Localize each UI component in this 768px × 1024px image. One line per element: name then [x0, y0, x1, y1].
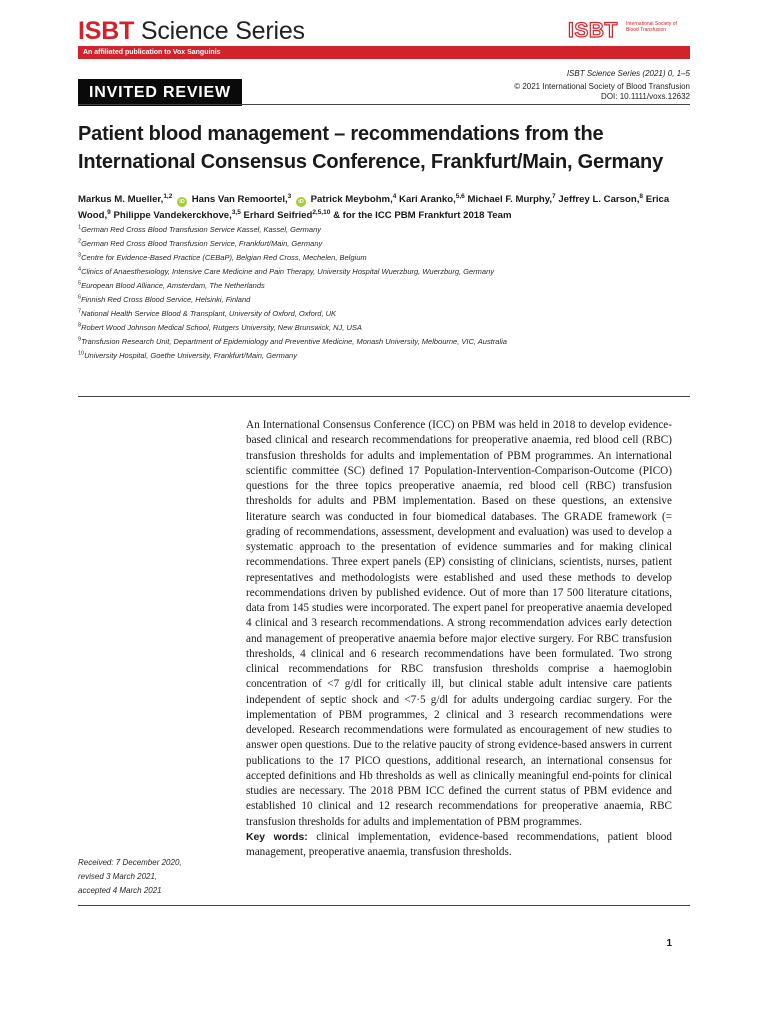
- author-name: Markus M. Mueller,: [78, 194, 164, 205]
- author-name: Philippe Vandekerckhove,: [113, 210, 232, 221]
- affiliation-number: 5: [78, 280, 82, 287]
- author-name: Hans Van Remoortel,: [191, 194, 288, 205]
- author-name: Michael F. Murphy,: [467, 194, 553, 205]
- affiliated-publication-note: An affiliated publication to Vox Sanguinis: [83, 49, 221, 56]
- author-affiliation-ref: 3,5: [231, 208, 241, 216]
- author-affiliation-ref: 4: [392, 192, 397, 200]
- isbt-logo-subtext: International Society of Blood Transfusion: [626, 21, 677, 33]
- article-title: Patient blood management – recommendations from the International Consensus Conference, Frankfurt/Main, Germany: [78, 123, 663, 173]
- revised-date: revised 3 March 2021,: [78, 872, 158, 881]
- author-affiliation-ref: 2,5,10: [312, 208, 331, 216]
- affiliation-list: [78, 223, 690, 363]
- affiliation-item: [78, 265, 690, 279]
- orcid-icon[interactable]: iD: [177, 197, 187, 207]
- affiliation-text: Transfusion Research Unit, Department of Epidemiology and Preventive Medicine, Monash University, Melbourne, VIC, Australia: [81, 337, 507, 346]
- affiliation-item: [78, 321, 690, 335]
- journal-reference: ISBT Science Series (2021) 0, 1–5: [566, 69, 690, 78]
- author-affiliation-ref: 3: [287, 192, 292, 200]
- affiliation-banner: [78, 46, 690, 59]
- affiliation-item: [78, 335, 690, 349]
- received-date: Received: 7 December 2020,: [78, 858, 182, 867]
- affiliation-text: German Red Cross Blood Transfusion Service, Frankfurt/Main, Germany: [81, 239, 323, 248]
- affiliation-number: 1: [78, 224, 82, 231]
- section-divider: [78, 396, 690, 397]
- isbt-logo: [568, 19, 692, 43]
- affiliation-item: [78, 349, 690, 363]
- copyright-notice: © 2021 International Society of Blood Transfusion: [514, 82, 690, 91]
- affiliation-text: Clinics of Anaesthesiology, Intensive Care Medicine and Pain Therapy, University Hospital Wuerzburg, Wuerzburg, Germany: [81, 267, 495, 276]
- author-affiliation-ref: 1,2: [163, 192, 173, 200]
- affiliation-number: 10: [78, 350, 85, 357]
- affiliation-text: German Red Cross Blood Transfusion Service Kassel, Kassel, Germany: [81, 225, 322, 234]
- author-name: Erhard Seifried: [243, 210, 313, 221]
- affiliation-item: [78, 307, 690, 321]
- series-title-science-series: Science Series: [134, 17, 305, 45]
- affiliation-number: 4: [78, 266, 82, 273]
- keywords-list: clinical implementation, evidence-based recommendations, patient blood management, preoperative anaemia, transfusion thresholds.: [246, 830, 672, 858]
- author-affiliation-ref: 8: [639, 192, 644, 200]
- keywords: [246, 830, 672, 861]
- affiliation-item: [78, 237, 690, 251]
- affiliation-number: 9: [78, 336, 82, 343]
- abstract: [246, 418, 672, 860]
- affiliation-item: [78, 251, 690, 265]
- section-label: INVITED REVIEW: [78, 79, 242, 106]
- affiliation-text: Centre for Evidence-Based Practice (CEBaP), Belgian Red Cross, Mechelen, Belgium: [81, 253, 367, 262]
- orcid-icon[interactable]: iD: [296, 197, 306, 207]
- author-list: [78, 192, 692, 224]
- affiliation-item: [78, 279, 690, 293]
- affiliation-number: 2: [78, 238, 82, 245]
- abstract-text: An International Consensus Conference (ICC) on PBM was held in 2018 to develop evidence-based clinical and research recommendations for preoperative anaemia, red blood cell (RBC) transfusion thresholds for adults and implementation of PBM programmes. An international scientific committee (SC) defined 17 Population-Intervention-Comparison-Outcome (PICO) questions for the three topics preoperative anaemia, red blood cell (RBC) transfusion thresholds for adults and PBM implementation. Based on these questions, an extensive literature search was conducted in four biomedical databases. The GRADE framework (= grading of recommendations, assessment, development and evaluation) was used to develop a systematic approach to the presentation of evidence summaries and for making clinical recommendations. Three expert panels (EP) consisting of clinicians, scientists, nurses, patient representatives and methodologists were established and used these methods to develop recommendations driven by published evidence. Out of more than 17 500 literature citations, data from 145 studies were incorporated. The expert panel for preoperative anaemia developed 4 clinical and 3 research recommendations. A strong recommendation advices early detection and management of preoperative anaemia before major elective surgery. For RBC transfusion thresholds, 4 clinical and 6 research recommendations have been formulated. Two strong clinical recommendations for RBC transfusion thresholds comprise a haemoglobin concentration of <7 g/dl for critically ill, but clinical stable adult intensive care patients independent of septic shock and <7·5 g/dl for adults undergoing cardiac surgery. For the implementation of PBM programmes, 2 clinical and 3 research recommendations were developed. Research recommendations were formulated as encouragement of new studies to answer open questions. Due to the relative paucity of strong evidence-based answers in current publications to the 17 PICO questions, additional research, an international consensus for accepted definitions and Hb thresholds as well as clinically meaningful end-points for clinical studies are necessary. The 2018 PBM ICC defined the current status of PBM evidence and established 10 clinical and 12 research recommendations for preoperative anaemia, RBC transfusion thresholds for adults and implementation of PBM programmes.: [246, 419, 672, 828]
- isbt-logo-mark: ISBT: [568, 19, 618, 42]
- article-history: [78, 856, 228, 898]
- accepted-date: accepted 4 March 2021: [78, 886, 162, 895]
- author-affiliation-ref: 7: [552, 192, 556, 200]
- series-title: [78, 17, 305, 46]
- affiliation-text: European Blood Alliance, Amsterdam, The Netherlands: [81, 281, 265, 290]
- affiliation-item: [78, 223, 690, 237]
- author-affiliation-ref: 5,6: [455, 192, 465, 200]
- author-affiliation-ref: 9: [107, 208, 111, 216]
- keywords-label: Key words:: [246, 831, 308, 843]
- page-number: 1: [666, 938, 672, 949]
- affiliation-number: 8: [78, 322, 82, 329]
- affiliation-number: 3: [78, 252, 82, 259]
- doi[interactable]: DOI: 10.1111/voxs.12632: [601, 92, 690, 101]
- affiliation-text: National Health Service Blood & Transplant, University of Oxford, Oxford, UK: [81, 309, 337, 318]
- author-name: Jeffrey L. Carson,: [558, 194, 640, 205]
- author-name: Patrick Meybohm,: [310, 194, 393, 205]
- affiliation-number: 7: [78, 308, 82, 315]
- affiliation-item: [78, 293, 690, 307]
- author-name: Erica Wood,: [78, 194, 670, 221]
- author-group: & for the ICC PBM Frankfurt 2018 Team: [333, 210, 512, 221]
- header-divider: [78, 104, 690, 105]
- abstract-end-divider: [78, 905, 690, 906]
- series-title-isbt: ISBT: [78, 17, 135, 45]
- affiliation-text: University Hospital, Goethe University, Frankfurt/Main, Germany: [84, 351, 297, 360]
- author-name: Kari Aranko,: [399, 194, 456, 205]
- affiliation-number: 6: [78, 294, 82, 301]
- affiliation-text: Finnish Red Cross Blood Service, Helsinki, Finland: [81, 295, 251, 304]
- affiliation-text: Robert Wood Johnson Medical School, Rutgers University, New Brunswick, NJ, USA: [81, 323, 362, 332]
